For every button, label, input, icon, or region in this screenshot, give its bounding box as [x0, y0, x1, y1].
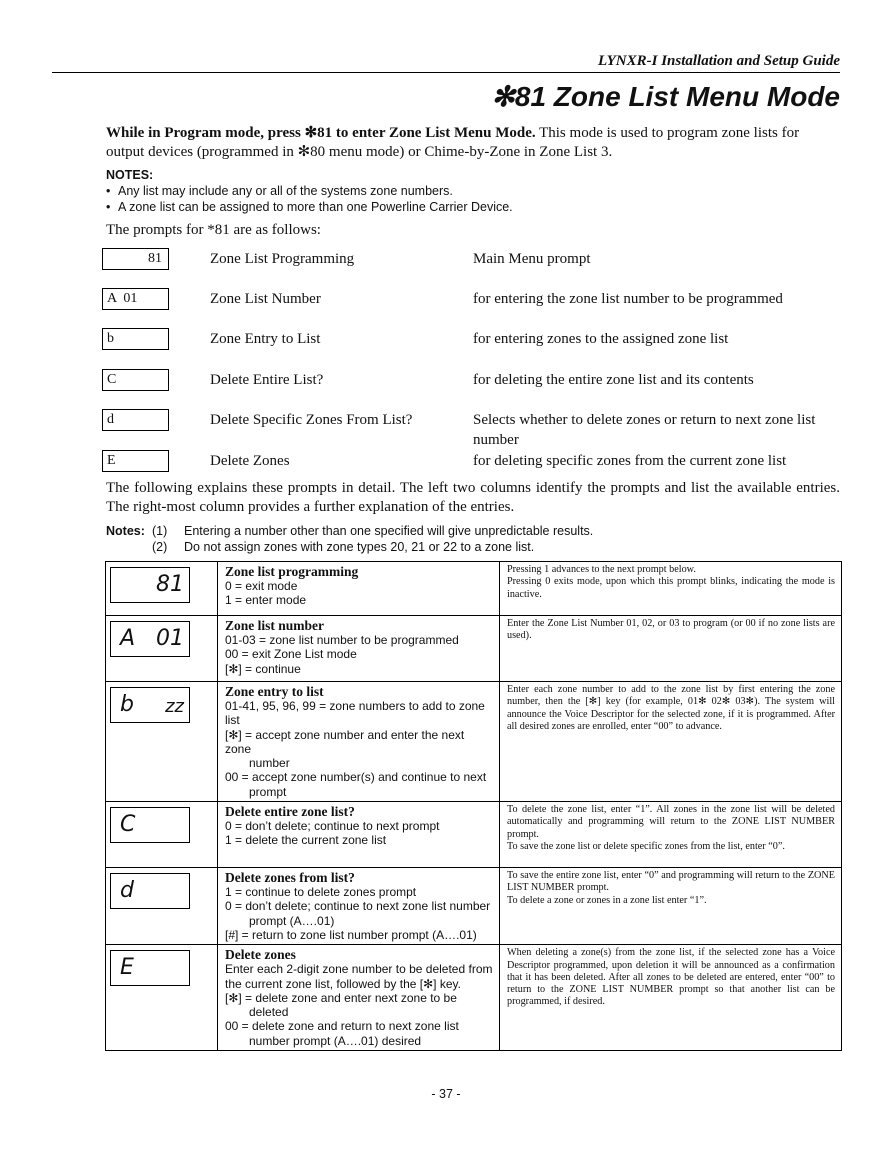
table-row [106, 802, 842, 868]
explanation-cell [500, 945, 842, 1051]
explanation-text: Pressing 0 exits mode, upon which this prompt blinks, indicating the mode is inactive. [507, 576, 835, 600]
numbered-note [106, 539, 593, 555]
entry-line: [✻] = continue [225, 661, 301, 676]
entry-line: 0 = don’t delete; continue to next prompt [225, 819, 440, 834]
note-number: (1) [152, 524, 168, 538]
display-cell [106, 682, 218, 802]
page-title: ✻81 Zone List Menu Mode [491, 81, 840, 112]
display-cell [106, 868, 218, 945]
keypad-display: C [110, 807, 190, 843]
entry-cell [218, 562, 500, 616]
explanation-cell [500, 682, 842, 802]
entry-line: 00 = delete zone and return to next zone list [225, 1019, 459, 1034]
entry-line: number prompt (A….01) desired [249, 1033, 422, 1048]
intro-text: This mode is used to program zone lists for output devices (programmed in ✻80 menu mode) or Chime-by-Zone in Zone List 3. [106, 125, 800, 160]
explanation-text: To delete a zone or zones in a zone list enter “1”. [507, 894, 707, 906]
guide-title: LYNXR-I Installation and Setup Guide [598, 53, 840, 69]
entry-line: 00 = accept zone number(s) and continue to next [225, 770, 487, 785]
notes-numbered [106, 523, 593, 555]
explanation-text: To save the zone list or delete specific zones from the list, enter “0”. [507, 840, 785, 852]
explain-paragraph: The following explains these prompts in detail. The left two columns identify the prompts and list the available entries. The right-most column provides a further explanation of the entries. [106, 480, 840, 515]
explanation-cell [500, 802, 842, 868]
entry-title: Zone list number [225, 618, 325, 633]
numbered-note [106, 523, 593, 539]
explanation-text: When deleting a zone(s) from the zone list, if the selected zone has a Voice Descriptor programmed, upon deletion it will be announced as a confirmation that it has been deleted. After all zones to be deleted are entered, enter “00” to return to the ZONE LIST NUMBER prompt so that another list can be programmed, if desired. [507, 947, 835, 1008]
entry-line: 01-03 = zone list number to be programmed [225, 633, 459, 647]
explanation-text: To save the entire zone list, enter “0” and programming will return to the ZONE LIST NUMBER prompt. [507, 870, 835, 894]
table-row [106, 682, 842, 802]
prompt-display-box: 81 [102, 248, 169, 270]
entry-title: Delete zones from list? [225, 870, 355, 886]
prompt-row-delete-entire-list [102, 369, 842, 391]
notes-block [106, 167, 513, 215]
prompt-row-zone-entry [102, 328, 842, 350]
note-text: Do not assign zones with zone types 20, 21 or 22 to a zone list. [184, 540, 535, 554]
keypad-display: E [110, 950, 190, 986]
header-rule [52, 72, 840, 73]
prompt-display-box: C [102, 369, 169, 391]
prompt-row-main-menu [102, 248, 842, 270]
prompt-row-delete-specific-zones [102, 409, 842, 448]
prompt-detail-table [105, 561, 842, 1051]
prompt-description: for entering the zone list number to be programmed [473, 291, 783, 307]
entry-title: Delete zones [225, 947, 296, 963]
display-cell [106, 945, 218, 1051]
entry-line: deleted [249, 1005, 289, 1020]
entry-line: [✻] = delete zone and enter next zone to be [225, 990, 457, 1005]
entry-line: 0 = don’t delete; continue to next zone list number [225, 899, 491, 914]
entry-line: [✻] = accept zone number and enter the next zone [225, 727, 465, 756]
display-cell [106, 562, 218, 616]
entry-cell [218, 616, 500, 682]
prompt-name: Delete Specific Zones From List? [210, 410, 472, 430]
prompt-display-box: d [102, 409, 169, 431]
prompts-intro: The prompts for *81 are as follows: [106, 222, 321, 238]
entry-line: 00 = exit Zone List mode [225, 647, 357, 662]
entry-line: 1 = delete the current zone list [225, 833, 387, 848]
prompt-name: Delete Entire List? [210, 370, 472, 390]
explanation-cell [500, 562, 842, 616]
notes-heading: NOTES: [106, 168, 154, 182]
prompt-description: for entering zones to the assigned zone list [473, 331, 729, 347]
entry-cell [218, 682, 500, 802]
explanation-text: Pressing 1 advances to the next prompt below. [507, 564, 696, 575]
note-number: (2) [152, 540, 168, 554]
note-item [106, 199, 513, 215]
entry-line: prompt (A….01) [249, 913, 335, 928]
display-cell [106, 802, 218, 868]
explanation-cell [500, 868, 842, 945]
prompt-name: Zone List Programming [210, 249, 472, 269]
keypad-display: 81 [110, 567, 190, 603]
intro-bold: While in Program mode, press ✻81 to enter Zone List Menu Mode. [106, 125, 536, 141]
entry-line: 0 = exit mode [225, 579, 298, 593]
prompt-row-zone-list-number [102, 288, 842, 310]
note-item [106, 183, 513, 199]
entry-cell [218, 868, 500, 945]
table-row [106, 945, 842, 1051]
entry-line: [#] = return to zone list number prompt (A….01) [225, 927, 477, 942]
entry-line: Enter each 2-digit zone number to be deleted from the current zone list, followed by the [✻] key. [225, 962, 493, 991]
prompt-description: for deleting specific zones from the current zone list [473, 453, 787, 469]
keypad-display: b zz [110, 687, 190, 723]
explanation-text: Enter each zone number to add to the zone list by first entering the zone number, then the [✻] key (for example, 01✻ 02✻ 03✻). The system will announce the Voice Descriptor for the selected zone, if it is programmed. After all desired zones are enrolled, enter “00” to advance. [507, 684, 835, 732]
explanation-cell [500, 616, 842, 682]
entry-line: 01-41, 95, 96, 99 = zone numbers to add to zone list [225, 699, 485, 728]
entry-title: Zone entry to list [225, 684, 324, 699]
intro-paragraph [106, 124, 840, 162]
keypad-display: A 01 [110, 621, 190, 657]
prompt-description: Main Menu prompt [473, 251, 591, 267]
explanation-text: To delete the zone list, enter “1”. All zones in the zone list will be deleted automatically and programming will return to the ZONE LIST NUMBER prompt. [507, 804, 835, 840]
explanation-text: Enter the Zone List Number 01, 02, or 03 to program (or 00 if no zone lists are used). [507, 618, 835, 642]
table-row [106, 562, 842, 616]
note-text: Entering a number other than one specified will give unpredictable results. [184, 524, 594, 538]
keypad-display: d [110, 873, 190, 909]
prompt-display-box: b [102, 328, 169, 350]
bullet-icon: • [106, 200, 111, 214]
entry-line: 1 = continue to delete zones prompt [225, 885, 417, 900]
entry-line: 1 = enter mode [225, 593, 307, 608]
note-text: Any list may include any or all of the systems zone numbers. [118, 184, 453, 198]
table-row [106, 868, 842, 945]
entry-line: prompt [249, 784, 287, 799]
entry-line: number [249, 756, 290, 771]
display-cell [106, 616, 218, 682]
note-text: A zone list can be assigned to more than one Powerline Carrier Device. [118, 200, 513, 214]
prompt-name: Zone Entry to List [210, 329, 472, 349]
page-number: - 37 - [431, 1087, 461, 1101]
entry-title: Delete entire zone list? [225, 804, 355, 820]
prompt-name: Zone List Number [210, 289, 472, 309]
entry-cell [218, 802, 500, 868]
entry-title: Zone list programming [225, 564, 359, 579]
prompt-description: Selects whether to delete zones or return to next zone list number [473, 412, 816, 448]
entry-cell [218, 945, 500, 1051]
prompt-display-box: E [102, 450, 169, 472]
bullet-icon: • [106, 184, 111, 198]
notes-label: Notes: [106, 524, 145, 538]
prompt-name: Delete Zones [210, 451, 472, 471]
prompt-display-box: A 01 [102, 288, 169, 310]
prompt-row-delete-zones [102, 450, 842, 472]
table-row [106, 616, 842, 682]
prompt-description: for deleting the entire zone list and its contents [473, 372, 754, 388]
